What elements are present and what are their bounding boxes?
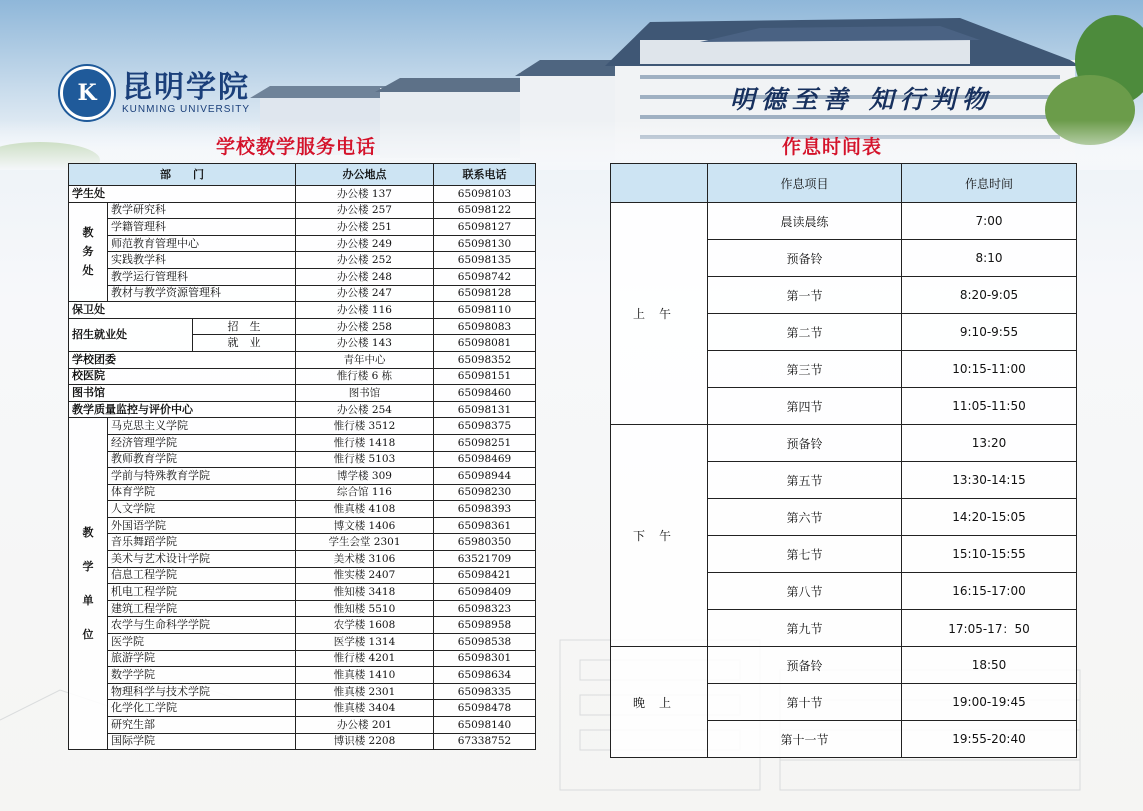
- header-location: 办公地点: [296, 164, 434, 186]
- table-row: [69, 567, 536, 584]
- office-location: 学生会堂 2301: [296, 534, 434, 551]
- schedule-item: 第一节: [708, 277, 902, 314]
- schedule-time: 10:15-11:00: [902, 351, 1077, 388]
- office-location: 惟行楼 5103: [296, 451, 434, 468]
- period-name: 下午: [611, 425, 708, 647]
- phone-number: 65098323: [434, 600, 536, 617]
- sub-department-name: 就 业: [193, 335, 296, 352]
- phone-number: 65098958: [434, 617, 536, 634]
- department-name: 教学质量监控与评价中心: [69, 401, 296, 418]
- phone-number: 65098375: [434, 418, 536, 435]
- sub-department-name: 教师教育学院: [108, 451, 296, 468]
- sub-department-name: 研究生部: [108, 717, 296, 734]
- period-name: 上午: [611, 203, 708, 425]
- office-location: 办公楼 247: [296, 285, 434, 302]
- schedule-item: 第二节: [708, 314, 902, 351]
- table-row: [69, 418, 536, 435]
- header-time: 作息时间: [902, 164, 1077, 203]
- phone-table-header: [69, 164, 536, 186]
- office-location: 美术楼 3106: [296, 551, 434, 568]
- table-row: [69, 717, 536, 734]
- sub-department-name: 实践教学科: [108, 252, 296, 269]
- table-row: [69, 252, 536, 269]
- sub-department-name: 机电工程学院: [108, 584, 296, 601]
- table-row: [69, 351, 536, 368]
- table-row: [69, 600, 536, 617]
- schedule-item: 预备铃: [708, 647, 902, 684]
- office-location: 医学楼 1314: [296, 634, 434, 651]
- period-name: 晚上: [611, 647, 708, 758]
- phone-number: 65098944: [434, 468, 536, 485]
- phone-number: 65098135: [434, 252, 536, 269]
- schedule-item: 第十一节: [708, 721, 902, 758]
- table-row: [69, 551, 536, 568]
- phone-number: 65098634: [434, 667, 536, 684]
- schedule-time: 16:15-17:00: [902, 573, 1077, 610]
- office-location: 惟真楼 3404: [296, 700, 434, 717]
- phone-number: 65098128: [434, 285, 536, 302]
- table-row: [69, 202, 536, 219]
- schedule-time: 17:05-17：50: [902, 610, 1077, 647]
- schedule-time: 8:10: [902, 240, 1077, 277]
- office-location: 惟真楼 1410: [296, 667, 434, 684]
- sub-department-name: 建筑工程学院: [108, 600, 296, 617]
- sub-department-name: 经济管理学院: [108, 434, 296, 451]
- schedule-time: 8:20-9:05: [902, 277, 1077, 314]
- phone-number: 65098742: [434, 268, 536, 285]
- office-location: 办公楼 257: [296, 202, 434, 219]
- sub-department-name: 学籍管理科: [108, 219, 296, 236]
- university-logo: [60, 66, 250, 120]
- sub-department-name: 人文学院: [108, 501, 296, 518]
- office-location: 办公楼 201: [296, 717, 434, 734]
- office-location: 图书馆: [296, 385, 434, 402]
- schedule-time: 15:10-15:55: [902, 536, 1077, 573]
- phone-number: 65098538: [434, 634, 536, 651]
- schedule-time: 13:20: [902, 425, 1077, 462]
- phone-number: 65980350: [434, 534, 536, 551]
- department-group-name: 教 学 单 位: [69, 418, 108, 750]
- sub-department-name: 信息工程学院: [108, 567, 296, 584]
- office-location: 惟知楼 5510: [296, 600, 434, 617]
- phone-number: 67338752: [434, 733, 536, 750]
- schedule-time: 19:55-20:40: [902, 721, 1077, 758]
- table-row: [69, 650, 536, 667]
- table-row: [69, 318, 536, 335]
- office-location: 惟实楼 2407: [296, 567, 434, 584]
- sub-department-name: 马克思主义学院: [108, 418, 296, 435]
- department-name: 学生处: [69, 186, 296, 203]
- office-location: 惟行楼 4201: [296, 650, 434, 667]
- table-row: [69, 268, 536, 285]
- table-row: [69, 434, 536, 451]
- phone-number: 65098083: [434, 318, 536, 335]
- table-row: [69, 634, 536, 651]
- schedule-table: [610, 163, 1077, 758]
- schedule-row: [611, 647, 1077, 684]
- table-row: [69, 468, 536, 485]
- sub-department-name: 学前与特殊教育学院: [108, 468, 296, 485]
- sub-department-name: 招 生: [193, 318, 296, 335]
- table-row: [69, 733, 536, 750]
- schedule-time: 18:50: [902, 647, 1077, 684]
- table-row: [69, 302, 536, 319]
- phone-number: 65098110: [434, 302, 536, 319]
- phone-number: 65098251: [434, 434, 536, 451]
- phone-number: 65098393: [434, 501, 536, 518]
- table-row: [69, 700, 536, 717]
- sub-department-name: 化学化工学院: [108, 700, 296, 717]
- sub-department-name: 教学运行管理科: [108, 268, 296, 285]
- header-phone: 联系电话: [434, 164, 536, 186]
- office-location: 办公楼 258: [296, 318, 434, 335]
- schedule-time: 9:10-9:55: [902, 314, 1077, 351]
- department-name: 招生就业处: [69, 318, 193, 351]
- office-location: 办公楼 249: [296, 235, 434, 252]
- schedule-item: 晨读晨练: [708, 203, 902, 240]
- table-row: [69, 517, 536, 534]
- phone-number: 65098352: [434, 351, 536, 368]
- office-location: 惟行楼 3512: [296, 418, 434, 435]
- sub-department-name: 医学院: [108, 634, 296, 651]
- phone-number: 65098469: [434, 451, 536, 468]
- phone-number: 65098335: [434, 683, 536, 700]
- table-row: [69, 501, 536, 518]
- schedule-time: 7:00: [902, 203, 1077, 240]
- phone-number: 65098103: [434, 186, 536, 203]
- sub-department-name: 美术与艺术设计学院: [108, 551, 296, 568]
- phone-number: 65098131: [434, 401, 536, 418]
- office-location: 农学楼 1608: [296, 617, 434, 634]
- office-location: 惟真楼 2301: [296, 683, 434, 700]
- table-row: [69, 368, 536, 385]
- schedule-time: 19:00-19:45: [902, 684, 1077, 721]
- table-row: [69, 219, 536, 236]
- schedule-item: 第四节: [708, 388, 902, 425]
- phone-number: 65098151: [434, 368, 536, 385]
- office-location: 青年中心: [296, 351, 434, 368]
- logo-chinese-name: 昆明学院: [122, 69, 250, 105]
- office-location: 惟行楼 1418: [296, 434, 434, 451]
- sub-department-name: 农学与生命科学学院: [108, 617, 296, 634]
- table-row: [69, 667, 536, 684]
- sub-department-name: 教学研究科: [108, 202, 296, 219]
- schedule-section-title: 作息时间表: [782, 136, 883, 158]
- office-location: 办公楼 251: [296, 219, 434, 236]
- phone-section-title: 学校教学服务电话: [216, 136, 377, 158]
- schedule-table-header: [611, 164, 1077, 203]
- schedule-item: 第三节: [708, 351, 902, 388]
- phone-number: 65098122: [434, 202, 536, 219]
- office-location: 办公楼 254: [296, 401, 434, 418]
- service-phone-table: [68, 163, 536, 750]
- phone-number: 65098127: [434, 219, 536, 236]
- office-location: 办公楼 143: [296, 335, 434, 352]
- office-location: 博识楼 2208: [296, 733, 434, 750]
- office-location: 办公楼 248: [296, 268, 434, 285]
- sub-department-name: 音乐舞蹈学院: [108, 534, 296, 551]
- department-name: 学校团委: [69, 351, 296, 368]
- office-location: 办公楼 252: [296, 252, 434, 269]
- office-location: 惟行楼 6 栋: [296, 368, 434, 385]
- phone-number: 65098478: [434, 700, 536, 717]
- table-row: [69, 285, 536, 302]
- schedule-time: 11:05-11:50: [902, 388, 1077, 425]
- office-location: 办公楼 137: [296, 186, 434, 203]
- table-row: [69, 235, 536, 252]
- phone-number: 65098460: [434, 385, 536, 402]
- office-location: 惟真楼 4108: [296, 501, 434, 518]
- sub-department-name: 物理科学与技术学院: [108, 683, 296, 700]
- university-motto: 明德至善 知行判物: [730, 85, 993, 114]
- table-row: [69, 186, 536, 203]
- phone-number: 65098230: [434, 484, 536, 501]
- schedule-item: 第九节: [708, 610, 902, 647]
- university-emblem-icon: K: [60, 66, 114, 120]
- schedule-item: 第七节: [708, 536, 902, 573]
- schedule-row: [611, 425, 1077, 462]
- office-location: 惟知楼 3418: [296, 584, 434, 601]
- office-location: 办公楼 116: [296, 302, 434, 319]
- phone-number: 65098409: [434, 584, 536, 601]
- department-name: 校医院: [69, 368, 296, 385]
- schedule-item: 第五节: [708, 462, 902, 499]
- schedule-row: [611, 203, 1077, 240]
- office-location: 博文楼 1406: [296, 517, 434, 534]
- phone-number: 63521709: [434, 551, 536, 568]
- phone-number: 65098081: [434, 335, 536, 352]
- sub-department-name: 师范教育管理中心: [108, 235, 296, 252]
- sub-department-name: 教材与教学资源管理科: [108, 285, 296, 302]
- table-row: [69, 584, 536, 601]
- sub-department-name: 国际学院: [108, 733, 296, 750]
- department-name: 图书馆: [69, 385, 296, 402]
- header-period: [611, 164, 708, 203]
- schedule-item: 预备铃: [708, 240, 902, 277]
- schedule-item: 第十节: [708, 684, 902, 721]
- table-row: [69, 617, 536, 634]
- sub-department-name: 数学学院: [108, 667, 296, 684]
- table-row: [69, 451, 536, 468]
- logo-english-name: KUNMING UNIVERSITY: [122, 103, 251, 115]
- schedule-item: 预备铃: [708, 425, 902, 462]
- schedule-item: 第六节: [708, 499, 902, 536]
- schedule-time: 14:20-15:05: [902, 499, 1077, 536]
- table-row: [69, 534, 536, 551]
- phone-number: 65098301: [434, 650, 536, 667]
- table-row: [69, 683, 536, 700]
- header-department: 部 门: [69, 164, 296, 186]
- phone-number: 65098421: [434, 567, 536, 584]
- schedule-time: 13:30-14:15: [902, 462, 1077, 499]
- sub-department-name: 旅游学院: [108, 650, 296, 667]
- table-row: [69, 401, 536, 418]
- header-item: 作息项目: [708, 164, 902, 203]
- phone-number: 65098140: [434, 717, 536, 734]
- department-name: 保卫处: [69, 302, 296, 319]
- table-row: [69, 385, 536, 402]
- schedule-item: 第八节: [708, 573, 902, 610]
- sub-department-name: 体育学院: [108, 484, 296, 501]
- office-location: 博学楼 309: [296, 468, 434, 485]
- table-row: [69, 484, 536, 501]
- phone-number: 65098361: [434, 517, 536, 534]
- office-location: 综合馆 116: [296, 484, 434, 501]
- sub-department-name: 外国语学院: [108, 517, 296, 534]
- phone-number: 65098130: [434, 235, 536, 252]
- department-group-name: 教 务 处: [69, 202, 108, 302]
